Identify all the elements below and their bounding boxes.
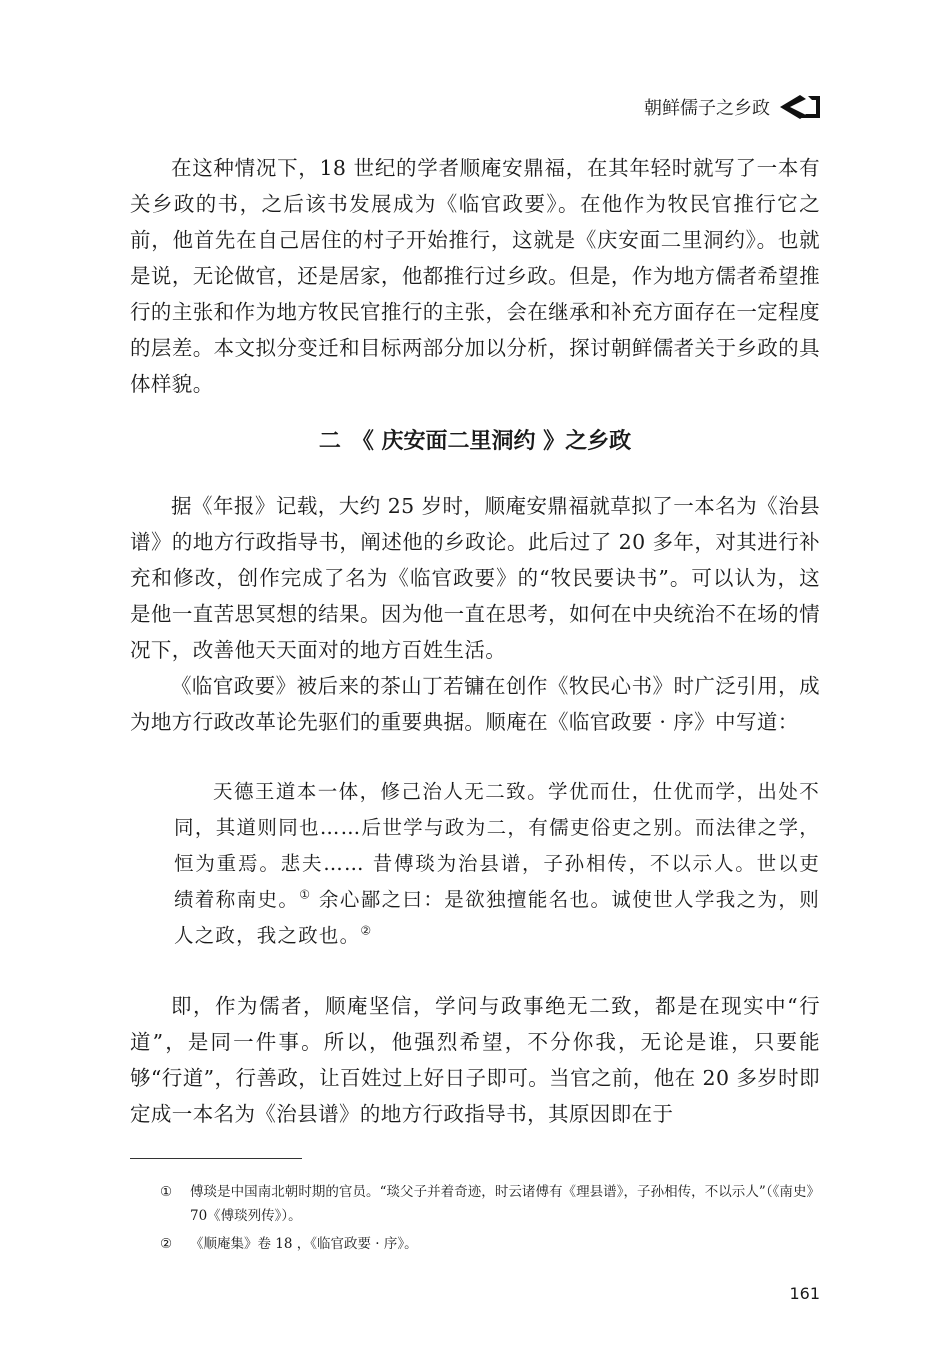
footnote-text: 《顺庵集》卷 18 ，《临官政要 · 序》。 [190,1236,418,1252]
corner-bracket-logo-icon [778,94,822,120]
quote-text-2: 余心鄙之曰：是欲独擅能名也。诚使世人学我之为，则人之政，我之政也。 [174,888,820,947]
running-title: 朝鲜儒子之乡政 [644,98,770,119]
footnote-text: 傅琰是中国南北朝时期的官员。“琰父子并着奇迹，时云诸傅有《理县谱》，子孙相传，不以示人”（《南史》70《傅琰列传》）。 [190,1184,820,1224]
footnote-2 [160,1232,820,1256]
footnote-1 [160,1180,820,1228]
footnote-mark: ① [160,1184,173,1200]
paragraph-intro: 在这种情况下，18 世纪的学者顺庵安鼎福，在其年轻时就写了一本有关乡政的书，之后该书发展成为《临官政要》。在他作为牧民官推行它之前，他首先在自己居住的村子开始推行，这就是《庆安面二里洞约》。也就是说，无论做官，还是居家，他都推行过乡政。但是，作为地方儒者希望推行的主张和作为地方牧民官推行的主张，会在继承和补充方面存在一定程度的层差。本文拟分变迁和目标两部分加以分析，探讨朝鲜儒者关于乡政的具体样貌。 [130,156,820,396]
footnote-ref-2[interactable]: ② [360,923,373,938]
page-body [130,150,820,1132]
quote-text-1: 天德王道本一体，修己治人无二致。学优而仕，仕优而学，出处不同，其道则同也……后世学与政为二，有儒吏俗吏之别。而法律之学，恒为重焉。悲夫…… 昔傅琰为治县谱，子孙相传，不以示人。世以吏绩着称南史。 [174,780,820,911]
paragraph-nianbao: 据《年报》记载，大约 25 岁时，顺庵安鼎福就草拟了一本名为《治县谱》的地方行政指导书，阐述他的乡政论。此后过了 20 多年，对其进行补充和修改，创作完成了名为《临官政要》的“牧民要诀书”。可以认为，这是他一直苦思冥想的结果。因为他一直在思考，如何在中央统治不在场的情况下，改善他天天面对的地方百姓生活。 [130,494,820,662]
paragraph-conclusion: 即，作为儒者，顺庵坚信，学问与政事绝无二致，都是在现实中“行道”，是同一件事。所以，他强烈希望，不分你我，无论是谁，只要能够“行道”，行善政，让百姓过上好日子即可。当官之前，他在 20 多岁时即定成一本名为《治县谱》的地方行政指导书，其原因即在于 [130,994,820,1126]
page-number: 161 [789,1284,820,1303]
section-heading: 二 《 庆安面二里洞约 》之乡政 [318,429,632,454]
block-quote [174,774,820,954]
footnote-ref-1[interactable]: ① [299,887,312,902]
footnotes [160,1180,820,1260]
footnote-mark: ② [160,1236,173,1252]
paragraph-linguan: 《临官政要》被后来的茶山丁若镛在创作《牧民心书》时广泛引用，成为地方行政改革论先驱们的重要典据。顺庵在《临官政要 · 序》中写道： [130,674,820,734]
footnote-divider [130,1158,302,1159]
running-head [644,94,822,120]
